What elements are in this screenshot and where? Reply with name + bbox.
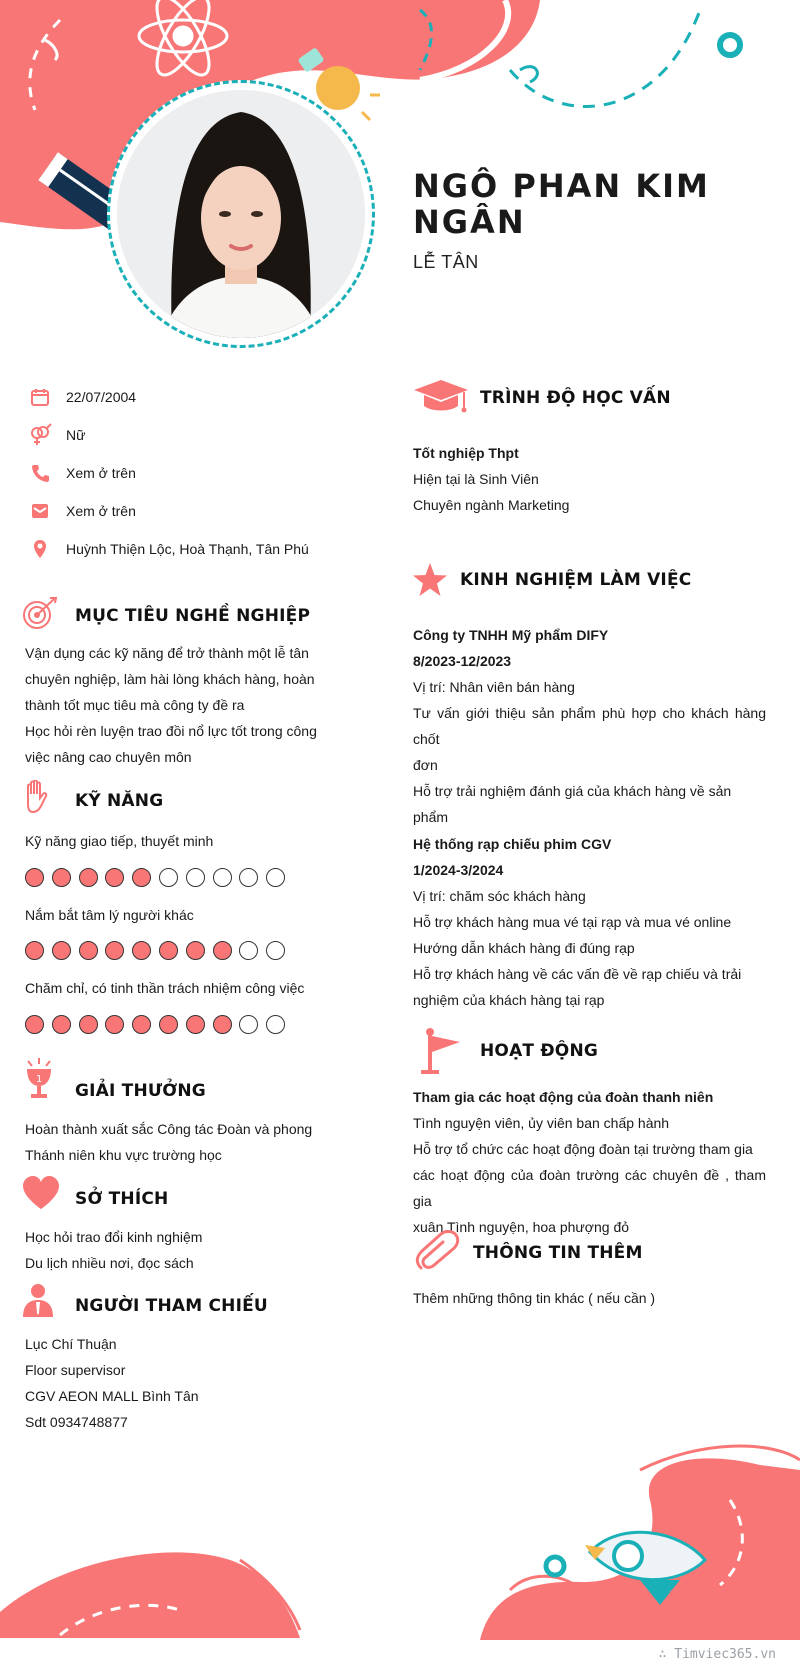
activities-title: HOẠT ĐỘNG bbox=[480, 1041, 599, 1061]
email-icon bbox=[28, 499, 52, 523]
skill-name: Nắm bắt tâm lý người khác bbox=[25, 907, 194, 923]
watermark: ∴ Timviec365.vn bbox=[658, 1647, 776, 1662]
hobbies-line: Du lịch nhiều nơi, đọc sách bbox=[25, 1255, 194, 1271]
rating-dot-filled bbox=[79, 941, 98, 960]
job-period: 8/2023-12/2023 bbox=[413, 653, 512, 669]
education-title: TRÌNH ĐỘ HỌC VẤN bbox=[480, 388, 671, 408]
objective-line: Học hỏi rèn luyện trao đồi nổ lực tốt trong công bbox=[25, 723, 317, 739]
activity-line: các hoạt động của đoàn trường các chuyên đề , tham gia bbox=[413, 1167, 766, 1209]
gender-icon bbox=[28, 423, 52, 447]
contact-address bbox=[28, 537, 309, 561]
job-line: phẩm bbox=[413, 809, 449, 825]
job-company: Hệ thống rạp chiếu phim CGV bbox=[413, 836, 612, 852]
extra-title: THÔNG TIN THÊM bbox=[473, 1243, 643, 1263]
rating-dot-filled bbox=[132, 1015, 151, 1034]
hobbies-title: SỞ THÍCH bbox=[75, 1189, 169, 1209]
rating-dot-empty bbox=[239, 941, 258, 960]
awards-title: GIẢI THƯỞNG bbox=[75, 1081, 206, 1101]
skill-rating bbox=[25, 868, 285, 887]
activities-text bbox=[413, 1084, 766, 1240]
rating-dot-filled bbox=[159, 941, 178, 960]
job-company: Công ty TNHH Mỹ phẩm DIFY bbox=[413, 627, 609, 643]
flag-icon bbox=[418, 1028, 462, 1081]
education-degree: Tốt nghiệp Thpt bbox=[413, 445, 519, 461]
job-line: Hỗ trợ khách hàng mua vé tại rạp và mua vé online bbox=[413, 914, 732, 930]
rating-dot-empty bbox=[239, 1015, 258, 1034]
skill-rating bbox=[25, 1015, 285, 1034]
contact-gender bbox=[28, 423, 85, 447]
awards-text bbox=[25, 1116, 318, 1168]
job-line: Hướng dẫn khách hàng đi đúng rạp bbox=[413, 940, 635, 956]
rating-dot-filled bbox=[132, 941, 151, 960]
education-line: Chuyên ngành Marketing bbox=[413, 497, 570, 513]
phone-value: Xem ở trên bbox=[66, 465, 136, 481]
skills-title: KỸ NĂNG bbox=[75, 791, 164, 811]
rating-dot-empty bbox=[266, 868, 285, 887]
skill-name: Chăm chỉ, có tinh thần trách nhiệm công việc bbox=[25, 980, 305, 996]
activity-line: xuân Tình nguyện, hoa phượng đỏ bbox=[413, 1219, 630, 1235]
rating-dot-filled bbox=[132, 868, 151, 887]
awards-line: Thánh niên khu vực trường học bbox=[25, 1147, 222, 1163]
rating-dot-filled bbox=[25, 1015, 44, 1034]
references-text bbox=[25, 1331, 199, 1435]
activity-heading: Tham gia các hoạt động của đoàn thanh niên bbox=[413, 1089, 714, 1105]
trophy-icon bbox=[22, 1058, 56, 1105]
objective-text bbox=[25, 640, 318, 770]
svg-text:1: 1 bbox=[36, 1074, 43, 1085]
target-icon bbox=[22, 596, 58, 635]
job-entry bbox=[413, 622, 766, 830]
awards-line: Hoàn thành xuất sắc Công tác Đoàn và phong bbox=[25, 1121, 313, 1137]
job-title: LỄ TÂN bbox=[413, 252, 479, 272]
rating-dot-filled bbox=[25, 941, 44, 960]
job-line: Vị trí: Nhân viên bán hàng bbox=[413, 679, 575, 695]
rating-dot-filled bbox=[186, 941, 205, 960]
full-name: NGÔ PHAN KIM NGÂN bbox=[413, 167, 710, 241]
activity-line: Tình nguyện viên, ủy viên ban chấp hành bbox=[413, 1115, 670, 1131]
rating-dot-filled bbox=[52, 941, 71, 960]
birthday-value: 22/07/2004 bbox=[66, 389, 137, 405]
objective-line: việc nâng cao chuyên môn bbox=[25, 749, 192, 765]
rating-dot-filled bbox=[105, 941, 124, 960]
contact-email bbox=[28, 499, 136, 523]
rating-dot-filled bbox=[105, 1015, 124, 1034]
job-line: Vị trí: chăm sóc khách hàng bbox=[413, 888, 586, 904]
rating-dot-filled bbox=[52, 1015, 71, 1034]
hobbies-text bbox=[25, 1224, 202, 1276]
heart-icon bbox=[22, 1176, 60, 1215]
experience-title: KINH NGHIỆM LÀM VIỆC bbox=[460, 570, 692, 590]
contact-phone bbox=[28, 461, 136, 485]
gender-value: Nữ bbox=[66, 427, 86, 443]
objective-line: Vận dụng các kỹ năng để trở thành một lễ tân bbox=[25, 645, 309, 661]
graduation-cap-icon bbox=[412, 380, 470, 421]
education-line: Hiện tại là Sinh Viên bbox=[413, 471, 539, 487]
rating-dot-filled bbox=[213, 941, 232, 960]
activity-line: Hỗ trợ tổ chức các hoạt động đoàn tại trường tham gia bbox=[413, 1141, 753, 1157]
extra-text bbox=[413, 1285, 655, 1311]
education-text bbox=[413, 440, 569, 518]
references-line: Sdt 0934748877 bbox=[25, 1414, 128, 1430]
email-value: Xem ở trên bbox=[66, 503, 136, 519]
rating-dot-filled bbox=[79, 868, 98, 887]
rating-dot-empty bbox=[159, 868, 178, 887]
job-line: đơn bbox=[413, 757, 438, 773]
location-pin-icon bbox=[28, 537, 52, 561]
hobbies-line: Học hỏi trao đổi kinh nghiệm bbox=[25, 1229, 203, 1245]
person-icon bbox=[22, 1283, 54, 1322]
avatar bbox=[117, 90, 365, 338]
address-value: Huỳnh Thiện Lộc, Hoà Thạnh, Tân Phú bbox=[66, 541, 309, 557]
extra-line: Thêm những thông tin khác ( nếu cần ) bbox=[413, 1290, 656, 1306]
objective-line: thành tốt mục tiêu mà công ty đề ra bbox=[25, 697, 245, 713]
job-line: Hỗ trợ trải nghiệm đánh giá của khách hàng về sản bbox=[413, 783, 732, 799]
skill-name: Kỹ năng giao tiếp, thuyết minh bbox=[25, 833, 214, 849]
job-line: Hỗ trợ khách hàng về các vấn đề về rạp chiếu và trải bbox=[413, 966, 742, 982]
job-line: Tư vấn giới thiệu sản phẩm phù hợp cho khách hàng chốt bbox=[413, 705, 766, 747]
rating-dot-empty bbox=[239, 868, 258, 887]
references-title: NGƯỜI THAM CHIẾU bbox=[75, 1296, 268, 1316]
hand-icon bbox=[22, 780, 50, 819]
references-line: Lục Chí Thuận bbox=[25, 1336, 117, 1352]
rating-dot-empty bbox=[213, 868, 232, 887]
references-line: CGV AEON MALL Bình Tân bbox=[25, 1388, 199, 1404]
skill-rating bbox=[25, 941, 285, 960]
paperclip-icon bbox=[413, 1230, 461, 1279]
calendar-icon bbox=[28, 385, 52, 409]
contact-birthday bbox=[28, 385, 136, 409]
rating-dot-filled bbox=[79, 1015, 98, 1034]
rating-dot-empty bbox=[266, 941, 285, 960]
objective-line: chuyên nghiệp, làm hài lòng khách hàng, hoàn bbox=[25, 671, 315, 687]
rating-dot-filled bbox=[105, 868, 124, 887]
rating-dot-filled bbox=[159, 1015, 178, 1034]
rating-dot-filled bbox=[213, 1015, 232, 1034]
phone-icon bbox=[28, 461, 52, 485]
rating-dot-filled bbox=[186, 1015, 205, 1034]
job-period: 1/2024-3/2024 bbox=[413, 862, 504, 878]
references-line: Floor supervisor bbox=[25, 1362, 126, 1378]
rating-dot-empty bbox=[186, 868, 205, 887]
star-icon bbox=[412, 563, 448, 602]
rating-dot-filled bbox=[52, 868, 71, 887]
job-entry bbox=[413, 831, 766, 1013]
job-line: nghiệm của khách hàng tại rạp bbox=[413, 992, 605, 1008]
rating-dot-empty bbox=[266, 1015, 285, 1034]
rating-dot-filled bbox=[25, 868, 44, 887]
objective-title: MỤC TIÊU NGHỀ NGHIỆP bbox=[75, 606, 311, 626]
